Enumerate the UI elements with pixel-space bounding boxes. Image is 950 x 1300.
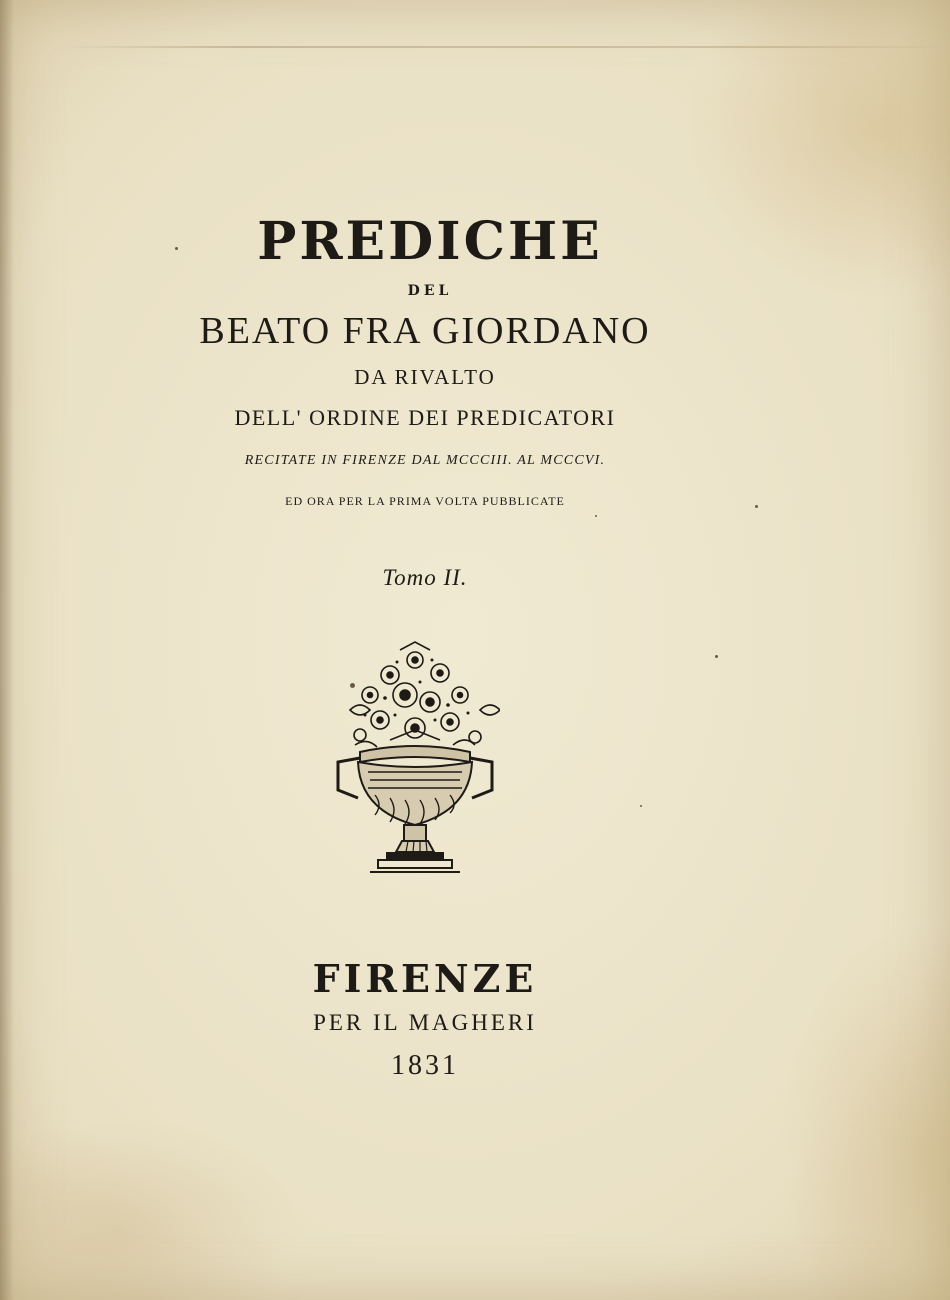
foxing-spot (175, 247, 178, 250)
volume-number: Tomo II. (382, 565, 468, 590)
author-name: BEATO FRA GIORDANO (199, 310, 651, 352)
author-origin: DA RIVALTO (354, 365, 496, 389)
imprint-city: FIRENZE (312, 956, 538, 1001)
foxing-spot (595, 515, 597, 517)
foxing-spot (640, 805, 642, 807)
foxing-spot (755, 505, 758, 508)
imprint-printer: PER IL MAGHERI (313, 1010, 537, 1035)
religious-order: DELL' ORDINE DEI PREDICATORI (234, 405, 616, 430)
paper-fold-line (60, 46, 950, 48)
imprint-year: 1831 (391, 1050, 459, 1081)
foxing-spot (715, 655, 718, 658)
flower-vase-ornament-icon (330, 640, 500, 880)
title-connector: DEL (407, 283, 453, 299)
recitation-dates: RECITATE IN FIRENZE DAL MCCCIII. AL MCCCVI. (244, 453, 606, 468)
page-edge-shadow (0, 0, 14, 1300)
foxing-spot (350, 683, 355, 688)
publication-note: ED ORA PER LA PRIMA VOLTA PUBBLICATE (285, 494, 565, 508)
book-title: PREDICHE (257, 211, 603, 272)
